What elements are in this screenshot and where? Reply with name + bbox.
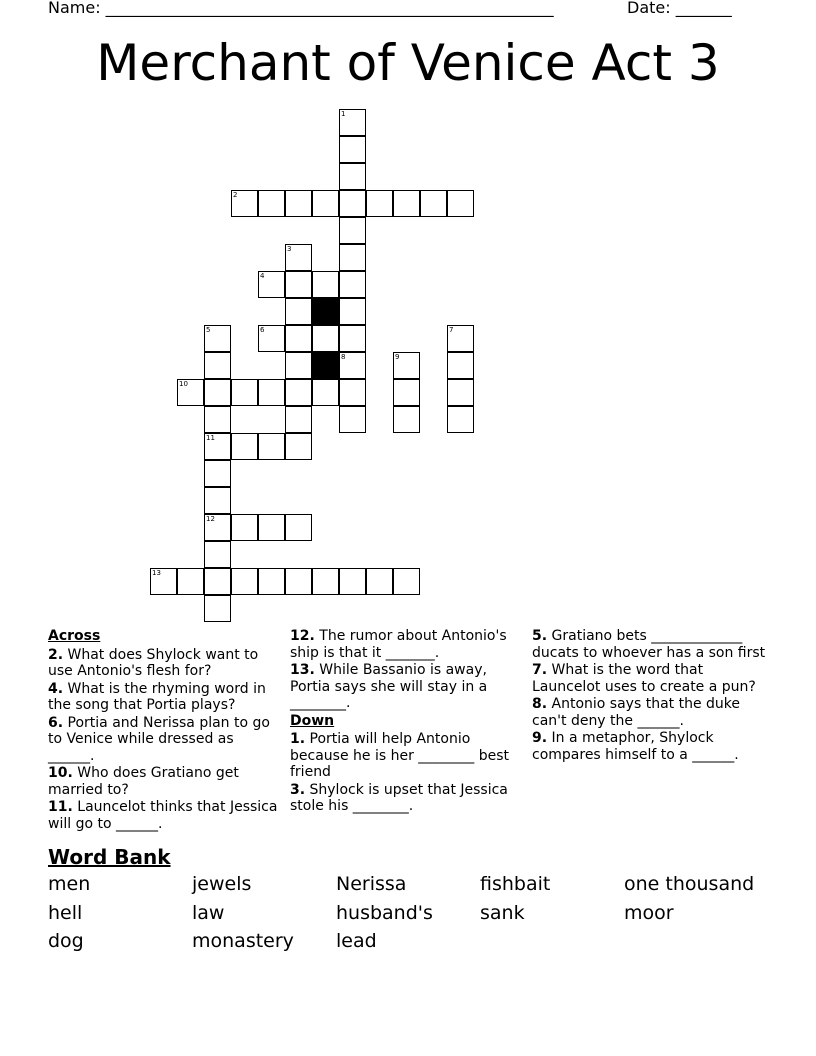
word-bank-item: lead bbox=[336, 930, 377, 952]
word-bank-item: law bbox=[192, 901, 225, 924]
crossword-cell[interactable] bbox=[339, 217, 366, 244]
clue-down-5: 5. Gratiano bets _____________ ducats to whoever has a son first bbox=[532, 628, 766, 661]
crossword-cell[interactable] bbox=[177, 568, 204, 595]
clue-number: 12 bbox=[206, 515, 215, 523]
clue-across-11: 11. Launcelot thinks that Jessica will go to ______. bbox=[48, 799, 278, 832]
crossword-cell[interactable] bbox=[285, 244, 312, 271]
clue-down-9: 9. In a metaphor, Shylock compares himself to a ______. bbox=[532, 730, 739, 763]
word-bank-item: moor bbox=[624, 901, 674, 924]
word-bank-item: Nerissa bbox=[336, 873, 407, 895]
crossword-cell[interactable] bbox=[447, 325, 474, 352]
crossword-cell[interactable] bbox=[339, 244, 366, 271]
crossword-cell[interactable] bbox=[258, 190, 285, 217]
crossword-cell[interactable] bbox=[447, 190, 474, 217]
crossword-cell[interactable] bbox=[285, 406, 312, 433]
crossword-cell[interactable] bbox=[231, 514, 258, 541]
clue-number: 10 bbox=[179, 380, 188, 388]
crossword-cell[interactable] bbox=[258, 379, 285, 406]
word-bank-item: monastery bbox=[192, 930, 294, 952]
crossword-cell[interactable] bbox=[285, 514, 312, 541]
clue-number: 8 bbox=[341, 353, 346, 361]
down-heading: Down bbox=[290, 712, 335, 729]
crossword-cell[interactable] bbox=[285, 325, 312, 352]
clues-column-1 bbox=[48, 628, 284, 833]
crossword-cell[interactable] bbox=[447, 352, 474, 379]
crossword-cell[interactable] bbox=[285, 433, 312, 460]
crossword-cell[interactable] bbox=[393, 379, 420, 406]
crossword-cell[interactable] bbox=[312, 271, 339, 298]
crossword-cell[interactable] bbox=[204, 352, 231, 379]
clue-number: 4 bbox=[260, 272, 265, 280]
crossword-cell[interactable] bbox=[339, 109, 366, 136]
word-bank-item: men bbox=[48, 873, 91, 895]
crossword-cell[interactable] bbox=[366, 190, 393, 217]
crossword-cell[interactable] bbox=[312, 568, 339, 595]
crossword-cell[interactable] bbox=[420, 190, 447, 217]
crossword-cell[interactable] bbox=[285, 568, 312, 595]
crossword-cell[interactable] bbox=[393, 568, 420, 595]
word-bank-item: husband's bbox=[336, 901, 433, 924]
crossword-cell[interactable] bbox=[285, 379, 312, 406]
clue-number: 5 bbox=[206, 326, 211, 334]
crossword-cell[interactable] bbox=[258, 271, 285, 298]
crossword-cell[interactable] bbox=[312, 190, 339, 217]
clue-across-4: 4. What is the rhyming word in the song that Portia plays? bbox=[48, 680, 266, 713]
clue-down-1: 1. Portia will help Antonio because he is her ________ best friend bbox=[290, 731, 510, 780]
crossword-cell[interactable] bbox=[285, 190, 312, 217]
crossword-cell[interactable] bbox=[339, 136, 366, 163]
clue-down-8: 8. Antonio says that the duke can't deny the ______. bbox=[532, 696, 740, 729]
crossword-cell[interactable] bbox=[339, 406, 366, 433]
crossword-cell[interactable] bbox=[177, 379, 204, 406]
crossword-cell[interactable] bbox=[204, 433, 231, 460]
word-bank-heading: Word Bank bbox=[48, 845, 171, 869]
crossword-cell[interactable] bbox=[204, 487, 231, 514]
crossword-cell[interactable] bbox=[204, 595, 231, 622]
crossword-cell[interactable] bbox=[150, 568, 177, 595]
clue-number: 3 bbox=[287, 245, 292, 253]
clue-across-6: 6. Portia and Nerissa plan to go to Venice while dressed as ______. bbox=[48, 714, 270, 764]
crossword-cell[interactable] bbox=[258, 568, 285, 595]
crossword-cell[interactable] bbox=[285, 298, 312, 325]
crossword-cell[interactable] bbox=[204, 568, 231, 595]
crossword-cell[interactable] bbox=[258, 325, 285, 352]
clue-number: 2 bbox=[233, 191, 238, 199]
word-bank-item: jewels bbox=[192, 873, 252, 895]
clue-across-2: 2. What does Shylock want to use Antonio's flesh for? bbox=[48, 646, 259, 679]
crossword-cell[interactable] bbox=[339, 271, 366, 298]
crossword-cell[interactable] bbox=[393, 190, 420, 217]
clue-number: 6 bbox=[260, 326, 265, 334]
clues-column-3 bbox=[532, 628, 772, 764]
clue-number: 13 bbox=[152, 569, 161, 577]
crossword-cell[interactable] bbox=[339, 325, 366, 352]
crossword-cell[interactable] bbox=[258, 433, 285, 460]
clue-number: 11 bbox=[206, 434, 215, 442]
clue-down-3: 3. Shylock is upset that Jessica stole his ________. bbox=[290, 781, 508, 814]
word-bank bbox=[48, 873, 788, 963]
page-title: Merchant of Venice Act 3 bbox=[96, 34, 720, 92]
clue-number: 7 bbox=[449, 326, 454, 334]
clues-column-2 bbox=[290, 628, 516, 816]
crossword-cell[interactable] bbox=[204, 325, 231, 352]
word-bank-item: sank bbox=[480, 901, 525, 924]
crossword-cell[interactable] bbox=[204, 379, 231, 406]
crossword-cell[interactable] bbox=[204, 514, 231, 541]
crossword-cell[interactable] bbox=[339, 298, 366, 325]
crossword-cell[interactable] bbox=[339, 568, 366, 595]
clue-across-12: 12. The rumor about Antonio's ship is that it _______. bbox=[290, 628, 507, 661]
crossword-cell[interactable] bbox=[393, 352, 420, 379]
crossword-cell[interactable] bbox=[366, 568, 393, 595]
crossword-cell[interactable] bbox=[204, 541, 231, 568]
crossword-cell[interactable] bbox=[339, 379, 366, 406]
crossword-cell[interactable] bbox=[285, 352, 312, 379]
crossword-cell[interactable] bbox=[393, 406, 420, 433]
crossword-black-cell bbox=[312, 298, 339, 325]
name-field[interactable]: Name: ________________________________________________________ bbox=[48, 0, 554, 17]
crossword-cell[interactable] bbox=[339, 163, 366, 190]
crossword-cell[interactable] bbox=[339, 190, 366, 217]
clue-across-10: 10. Who does Gratiano get married to? bbox=[48, 765, 239, 798]
across-heading: Across bbox=[48, 628, 101, 644]
crossword-cell[interactable] bbox=[231, 433, 258, 460]
word-bank-item: hell bbox=[48, 901, 83, 924]
clue-number: 1 bbox=[341, 110, 346, 118]
crossword-black-cell bbox=[312, 352, 339, 379]
crossword-cell[interactable] bbox=[231, 568, 258, 595]
date-field[interactable]: Date: _______ bbox=[627, 0, 732, 17]
crossword-cell[interactable] bbox=[312, 325, 339, 352]
crossword-cell[interactable] bbox=[258, 514, 285, 541]
word-bank-item: dog bbox=[48, 930, 84, 952]
word-bank-item: one thousand bbox=[624, 873, 755, 895]
clue-down-7: 7. What is the word that Launcelot uses to create a pun? bbox=[532, 662, 756, 695]
crossword-cell[interactable] bbox=[447, 406, 474, 433]
crossword-cell[interactable] bbox=[447, 379, 474, 406]
crossword-cell[interactable] bbox=[204, 460, 231, 487]
clue-across-13: 13. While Bassanio is away, Portia says she will stay in a ________. bbox=[290, 662, 488, 711]
crossword-cell[interactable] bbox=[231, 190, 258, 217]
clue-number: 9 bbox=[395, 353, 400, 361]
word-bank-item: fishbait bbox=[480, 873, 551, 895]
crossword-cell[interactable] bbox=[339, 352, 366, 379]
crossword-cell[interactable] bbox=[312, 379, 339, 406]
crossword-cell[interactable] bbox=[285, 271, 312, 298]
crossword-cell[interactable] bbox=[231, 379, 258, 406]
crossword-cell[interactable] bbox=[204, 406, 231, 433]
